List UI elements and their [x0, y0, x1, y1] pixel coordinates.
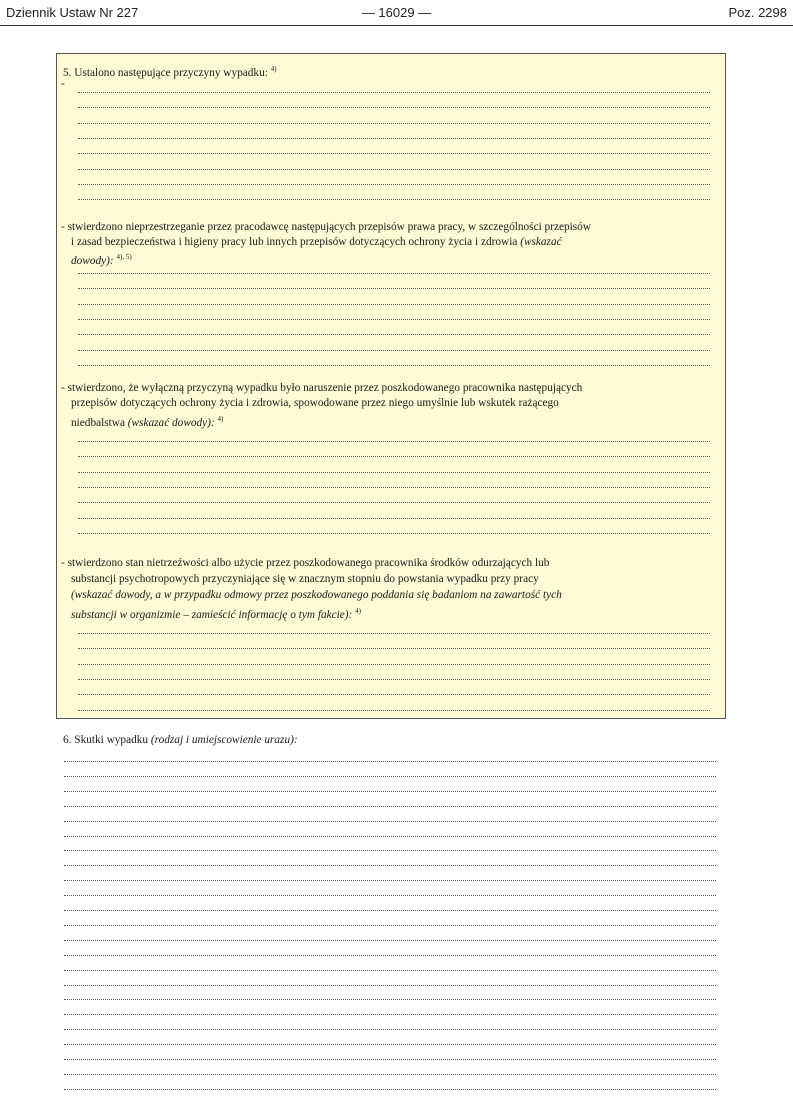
dotted-line[interactable]: [78, 92, 710, 93]
item-2-line-2: przepisów dotyczących ochrony życia i zdrowia, spowodowane przez niego umyślnie lub wskutek rażącego: [71, 397, 559, 409]
dotted-line[interactable]: [78, 441, 710, 442]
page-header: [0, 0, 793, 26]
dotted-line[interactable]: [78, 319, 710, 320]
item-3-line-3: [71, 588, 562, 602]
dotted-line[interactable]: [78, 487, 710, 488]
dotted-line[interactable]: [78, 334, 710, 335]
page-number: — 16029 —: [361, 5, 432, 20]
dotted-line[interactable]: [78, 648, 710, 649]
first-dash: -: [61, 78, 65, 90]
dotted-line[interactable]: [78, 365, 710, 366]
item-2-line-3-text: niedbalstwa: [71, 417, 125, 429]
dotted-line[interactable]: [78, 472, 710, 473]
item-2-line-3-italic: (wskazać dowody):: [127, 417, 215, 429]
dotted-line[interactable]: [64, 1074, 716, 1075]
dotted-line[interactable]: [64, 1044, 716, 1045]
dotted-line[interactable]: [78, 664, 710, 665]
dotted-line[interactable]: [64, 836, 716, 837]
dotted-line[interactable]: [64, 850, 716, 851]
dotted-line[interactable]: [64, 999, 716, 1000]
dotted-line[interactable]: [64, 895, 716, 896]
item-2-line-1: - stwierdzono, że wyłączną przyczyną wypadku było naruszenie przez poszkodowanego pracownika następujących: [61, 382, 583, 394]
dotted-line[interactable]: [78, 123, 710, 124]
item-3-line-4-italic: substancji w organizmie – zamieścić informację o tym fakcie):: [71, 609, 353, 621]
dotted-line[interactable]: [64, 925, 716, 926]
dotted-line[interactable]: [64, 1089, 716, 1090]
dotted-line[interactable]: [78, 153, 710, 154]
dotted-line[interactable]: [64, 791, 716, 792]
dotted-line[interactable]: [64, 806, 716, 807]
journal-title: Dziennik Ustaw Nr 227: [6, 5, 139, 20]
dotted-line[interactable]: [78, 694, 710, 695]
dotted-line[interactable]: [78, 169, 710, 170]
section-6-title-italic: (rodzaj i umiejscowienie urazu):: [150, 734, 298, 746]
footnote-ref: 4), 5): [116, 253, 132, 261]
dotted-line[interactable]: [64, 985, 716, 986]
dotted-line[interactable]: [78, 350, 710, 351]
dotted-line[interactable]: [78, 518, 710, 519]
dotted-line[interactable]: [64, 776, 716, 777]
item-1-line-2-text: i zasad bezpieczeństwa i higieny pracy lub innych przepisów dotyczących ochrony życia i zdrowia: [71, 236, 518, 248]
dotted-line[interactable]: [78, 456, 710, 457]
dotted-line[interactable]: [64, 1029, 716, 1030]
dotted-line[interactable]: [78, 633, 710, 634]
dotted-line[interactable]: [64, 761, 716, 762]
position-number: Poz. 2298: [728, 5, 787, 20]
dotted-line[interactable]: [78, 184, 710, 185]
dotted-line[interactable]: [64, 865, 716, 866]
item-2-line-3: [71, 412, 223, 430]
item-1-line-1: - stwierdzono nieprzestrzeganie przez pracodawcę następujących przepisów prawa pracy, w szczególności przepisów: [61, 221, 591, 233]
item-1-line-2: [71, 235, 711, 249]
dotted-line[interactable]: [78, 107, 710, 108]
item-3-line-2: substancji psychotropowych przyczyniające się w znacznym stopniu do powstania wypadku przy pracy: [71, 573, 539, 585]
footnote-ref: 4): [270, 65, 277, 73]
header-rule: [0, 25, 793, 26]
dotted-line[interactable]: [78, 679, 710, 680]
dotted-line[interactable]: [64, 940, 716, 941]
dotted-line[interactable]: [78, 533, 710, 534]
dotted-line[interactable]: [78, 288, 710, 289]
dotted-line[interactable]: [78, 273, 710, 274]
section-5-title-text: 5. Ustalono następujące przyczyny wypadku:: [63, 67, 268, 79]
item-1-line-3-italic: dowody):: [71, 255, 114, 267]
section-6-title: [63, 733, 298, 747]
dotted-line[interactable]: [78, 138, 710, 139]
dotted-line[interactable]: [64, 1059, 716, 1060]
item-1-line-2-italic: (wskazać: [520, 236, 562, 248]
dotted-line[interactable]: [78, 710, 710, 711]
item-3-line-1: - stwierdzono stan nietrzeźwości albo użycie przez poszkodowanego pracownika środków odurzających lub: [61, 557, 550, 569]
item-3-line-4: [71, 604, 361, 622]
footnote-ref: 4): [355, 607, 361, 615]
item-1-line-3: [71, 250, 132, 268]
item-3-line-3-italic: (wskazać dowody, a w przypadku odmowy przez poszkodowanego poddania się badaniom na zawartość tych: [71, 589, 562, 601]
section-5-title: [63, 62, 277, 80]
dotted-line[interactable]: [64, 910, 716, 911]
dotted-line[interactable]: [64, 955, 716, 956]
dotted-line[interactable]: [64, 970, 716, 971]
dotted-line[interactable]: [64, 880, 716, 881]
footnote-ref: 4): [217, 415, 224, 423]
dotted-line[interactable]: [78, 502, 710, 503]
dotted-line[interactable]: [78, 304, 710, 305]
dotted-line[interactable]: [78, 199, 710, 200]
dotted-line[interactable]: [64, 821, 716, 822]
section-6-title-text: 6. Skutki wypadku: [63, 734, 149, 746]
dotted-line[interactable]: [64, 1014, 716, 1015]
